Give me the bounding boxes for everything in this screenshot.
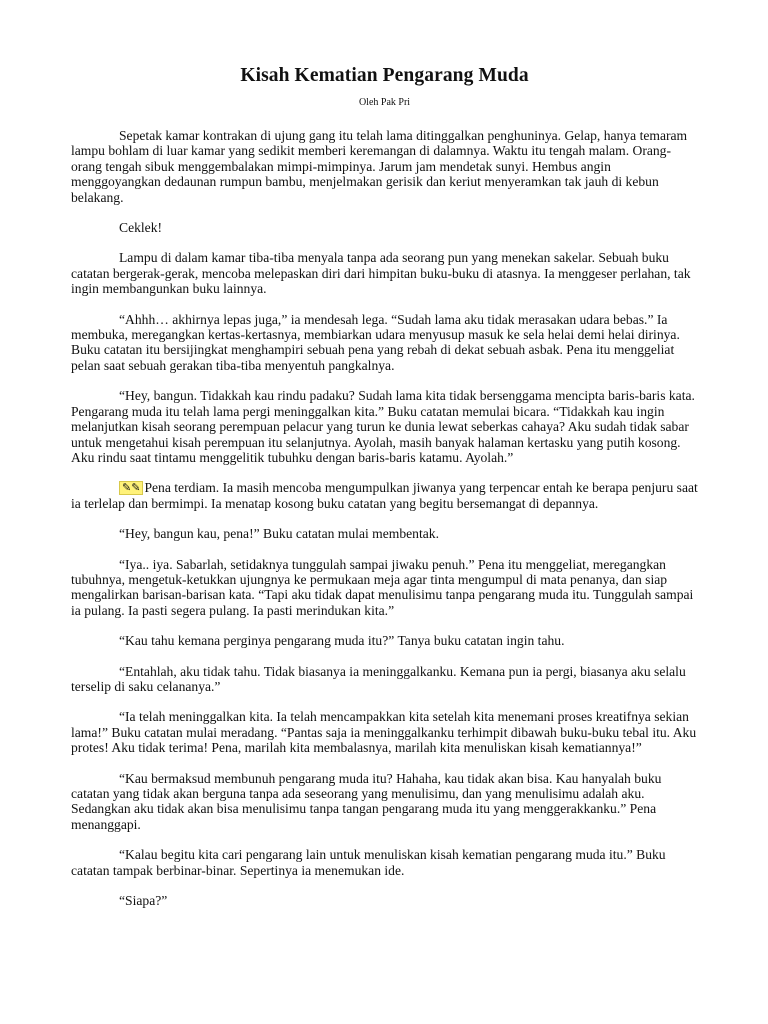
document-title: Kisah Kematian Pengarang Muda — [240, 65, 529, 86]
paragraph-3: Lampu di dalam kamar tiba-tiba menyala tanpa ada seorang pun yang menekan sakelar. Sebuah buku catatan bergerak-gerak, mencoba melepaskan diri dari himpitan buku-buku di atasnya. Ia menggeser perlahan, tak ingin membangunkan buku lainnya. — [71, 250, 691, 297]
paragraph-12: “Kau bermaksud membunuh pengarang muda itu? Hahaha, kau tidak akan bisa. Kau hanyalah buku catatan yang tidak akan berguna tanpa ada seseorang yang menulisimu, dan yang menulisimu adalah aku. Sedangkan aku tidak akan bisa menulisimu tanpa tangan pengarang muda itu yang menggerakkanku.” Pena menanggapi. — [71, 770, 662, 832]
paragraph-9: “Kau tahu kemana perginya pengarang muda itu?” Tanya buku catatan ingin tahu. — [119, 633, 565, 649]
paragraph-2: Ceklek! — [119, 220, 163, 236]
paragraph-8: “Iya.. iya. Sabarlah, setidaknya tunggulah sampai jiwaku penuh.” Pena itu menggeliat, meregangkan tubuhnya, mengetuk-ketukkan ujungnya ke permukaan meja agar tinta mengumpul di mata penanya, dan siap mengalirkan barisan-barisan kata. “Tapi aku tidak dapat menulisimu tanpa pengarang muda itu. Tunggulah sampai ia pulang. Ia pasti segera pulang. Ia pasti merindukan kita.” — [71, 556, 694, 618]
paragraph-14: “Siapa?” — [119, 893, 168, 909]
paragraph-6-text: Pena terdiam. Ia masih mencoba mengumpulkan jiwanya yang terpencar entah ke berapa penjuru saat ia terlelap dan bermimpi. Ia menatap kosong buku catatan yang begitu bersemangat di depannya. — [71, 480, 698, 511]
paragraph-11: “Ia telah meninggalkan kita. Ia telah mencampakkan kita setelah kita menemani proses kreatifnya sekian lama!” Buku catatan mulai meradang. “Pantas saja ia meninggalkanku terhimpit dibawah buku-buku tebal itu. Aku protes! Aku tidak terima! Pena, marilah kita membalasnya, marilah kita menuliskan kisah kematiannya!” — [71, 709, 697, 756]
paragraph-1: Sepetak kamar kontrakan di ujung gang itu telah lama ditinggalkan penghuninya. Gelap, hanya temaram lampu bohlam di luar kamar yang sedikit memberi keremangan di dalamnya. Waktu itu tengah malam. Orang-orang tengah sibuk menggembalakan mimpi-mimpinya. Jarum jam mendetak sunyi. Hembus angin menggoyangkan dedaunan rumpun bambu, menjelmakan gerisik dan keriut menyeramkan tak jauh di kebun belakang. — [71, 128, 688, 205]
paragraph-10: “Entahlah, aku tidak tahu. Tidak biasanya ia meninggalkanku. Kemana pun ia pergi, biasanya aku selalu terselip di saku celananya.” — [71, 663, 686, 694]
author-byline: Oleh Pak Pri — [358, 97, 411, 108]
paragraph-5: “Hey, bangun. Tidakkah kau rindu padaku? Sudah lama kita tidak bersenggama mencipta baris-baris kata. Pengarang muda itu telah lama pergi meninggalkan kita.” Buku catatan memulai bicara. “Tidakkah kau ingin melanjutkan kisah seorang perempuan pelacur yang turun ke dunia lewat seberkas cahaya? Aku sudah tidak sabar untuk mengetahui kisah perempuan itu selanjutnya. Ayolah, masih banyak halaman kertasku yang putih kosong. Aku rindu saat tintamu menggelitik tubuhku dengan baris-baris katamu. Ayolah.” — [71, 388, 695, 465]
highlighted-marker: ✎✎ — [119, 481, 143, 495]
paragraph-13: “Kalau begitu kita cari pengarang lain untuk menuliskan kisah kematian pengarang muda itu.” Buku catatan tampak berbinar-binar. Sepertinya ia menemukan ide. — [71, 847, 666, 878]
paragraph-7: “Hey, bangun kau, pena!” Buku catatan mulai membentak. — [119, 526, 439, 542]
paragraph-6 — [71, 480, 698, 511]
paragraph-4: “Ahhh… akhirnya lepas juga,” ia mendesah lega. “Sudah lama aku tidak merasakan udara bebas.” Ia membuka, meregangkan kertas-kertasnya, membiarkan udara menyusup masuk ke sela helai demi helai dirinya. Buku catatan itu bersijingkat menghampiri sebuah pena yang rebah di dekat sebuah asbak. Pena itu menggeliat pelan saat sebuah gerakan tiba-tiba menyentuh pangkalnya. — [71, 311, 680, 373]
